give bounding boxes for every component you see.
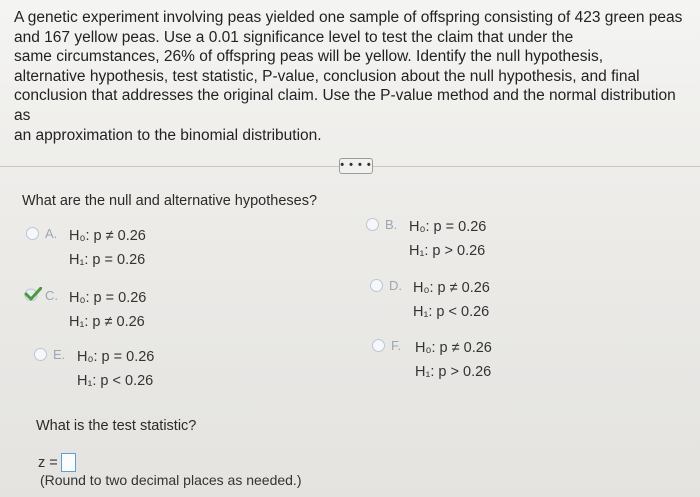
- alternative-hypothesis: H₁: p < 0.26: [413, 304, 490, 320]
- option-letter: F.: [391, 338, 402, 353]
- test-statistic-question: What is the test statistic?: [36, 418, 197, 434]
- null-hypothesis: H₀: p ≠ 0.26: [69, 228, 146, 244]
- rounding-note: (Round to two decimal places as needed.): [40, 472, 302, 488]
- option-letter: C.: [45, 288, 58, 303]
- answer-label: z =: [38, 454, 58, 471]
- alternative-hypothesis: H₁: p = 0.26: [69, 252, 146, 268]
- null-hypothesis: H₀: p = 0.26: [77, 349, 155, 365]
- test-statistic-input[interactable]: [61, 453, 76, 472]
- problem-line: conclusion that addresses the original claim. Use the P-value method and the normal distribution as: [14, 87, 676, 124]
- null-hypothesis: H₀: p = 0.26: [69, 290, 147, 306]
- null-hypothesis: H₀: p ≠ 0.26: [415, 340, 492, 356]
- problem-statement: [14, 8, 694, 145]
- answer-row: [38, 453, 76, 472]
- radio-button[interactable]: [366, 218, 379, 231]
- problem-line: A genetic experiment involving peas yielded one sample of offspring consisting of 423 green peas: [14, 9, 683, 26]
- option-c[interactable]: [24, 286, 146, 334]
- option-letter: A.: [45, 226, 58, 241]
- radio-button[interactable]: [34, 348, 47, 361]
- option-a[interactable]: [26, 224, 146, 272]
- option-letter: D.: [389, 278, 402, 293]
- null-hypothesis: H₀: p = 0.26: [409, 219, 487, 235]
- alternative-hypothesis: H₁: p < 0.26: [77, 373, 154, 389]
- option-letter: E.: [53, 347, 66, 362]
- hypotheses-question: What are the null and alternative hypotheses?: [22, 193, 318, 209]
- radio-button[interactable]: [370, 279, 383, 292]
- problem-line: and 167 yellow peas. Use a 0.01 significance level to test the claim that under the: [14, 28, 574, 46]
- option-b[interactable]: [366, 215, 486, 263]
- problem-line: alternative hypothesis, test statistic, P-value, conclusion about the null hypothesis, and final: [14, 67, 640, 85]
- option-f[interactable]: [372, 336, 492, 384]
- problem-line: an approximation to the binomial distribution.: [14, 126, 322, 144]
- alternative-hypothesis: H₁: p ≠ 0.26: [69, 314, 145, 330]
- option-letter: B.: [385, 217, 398, 232]
- alternative-hypothesis: H₁: p > 0.26: [409, 243, 486, 259]
- null-hypothesis: H₀: p ≠ 0.26: [413, 280, 490, 296]
- expand-more-button[interactable]: • • • •: [339, 158, 373, 174]
- option-e[interactable]: [34, 345, 154, 393]
- radio-button[interactable]: [372, 339, 385, 352]
- option-d[interactable]: [370, 276, 490, 324]
- radio-button[interactable]: [26, 227, 39, 240]
- checkmark-icon[interactable]: [24, 287, 42, 301]
- alternative-hypothesis: H₁: p > 0.26: [415, 364, 492, 380]
- problem-line: same circumstances, 26% of offspring peas will be yellow. Identify the null hypothesis,: [14, 48, 604, 66]
